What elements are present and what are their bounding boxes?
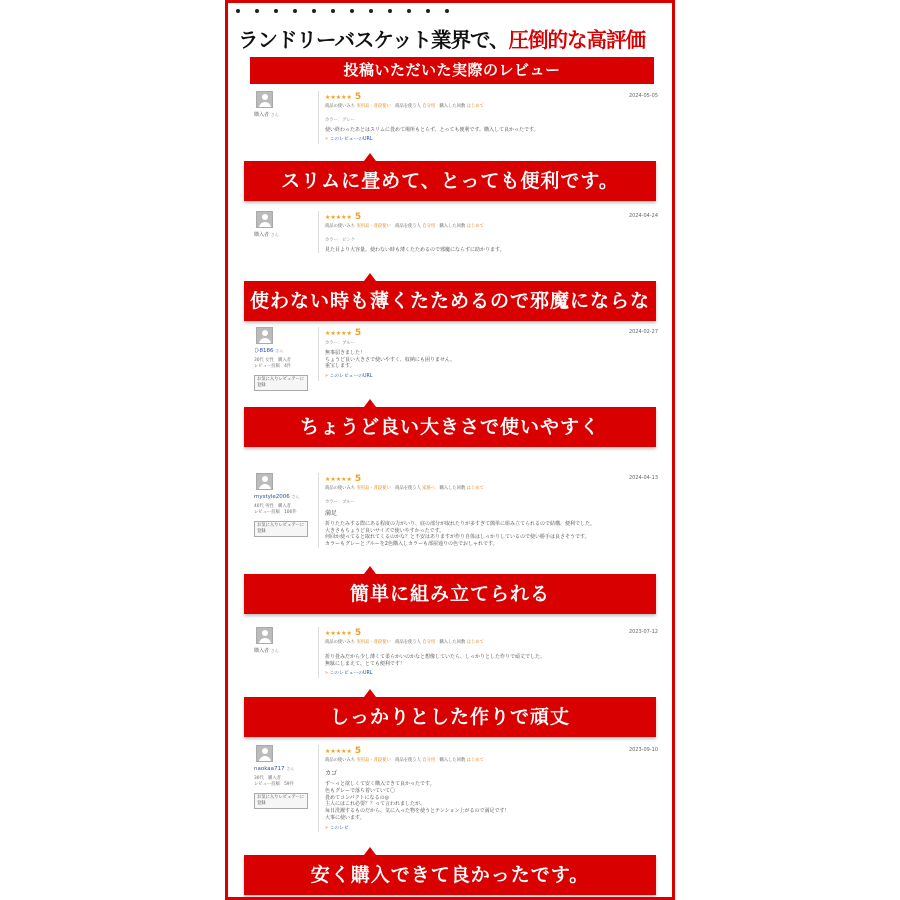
- favorite-reviewer-button[interactable]: お気に入りレビュアーに登録: [254, 375, 308, 391]
- headline-main: ランドリーバスケット業界で、: [238, 28, 509, 52]
- review-url-link[interactable]: » このレビューのURL: [325, 671, 658, 677]
- reviewer-name: 購入者 さん: [254, 112, 279, 118]
- avatar-icon: [256, 627, 273, 644]
- review-text: ず～っと欲しくて安く購入できて良かったです。 色もグレーで落ち着いていて〇 畳めてコンパクトになるの◎ 主人にはこれ必要？？って言われましたが、 毎日洗濯するものだから、気に入った物を使うとテンション上がるので満足です！ 大事に使います。: [325, 781, 510, 821]
- decorative-dots: [236, 9, 449, 13]
- review-text: 見た目より大容量。使わない時も薄くたためるので邪魔にならずに助かります。: [325, 246, 505, 253]
- review-title: 満足: [325, 509, 338, 517]
- review-tags: 商品の使いみち 実用品・普段使い 商品を使う人 自分用 購入した回数 はじめて: [325, 640, 484, 646]
- color-option: カラー：ピンク: [325, 237, 355, 243]
- review-tags: 商品の使いみち 実用品・普段使い 商品を使う人 家族へ 購入した回数 はじめて: [325, 486, 484, 492]
- section-subtitle: 投稿いただいた実際のレビュー: [250, 57, 654, 84]
- review-tags: 商品の使いみち 実用品・普段使い 商品を使う人 自分用 購入した回数 はじめて: [325, 104, 484, 110]
- avatar-icon: [256, 327, 273, 344]
- review-date: 2024-02-27: [628, 329, 658, 335]
- reviewer-name: 購入者 さん: [254, 232, 279, 238]
- reviewer-name[interactable]: mystyle2006 さん: [254, 494, 300, 500]
- avatar-icon: [256, 211, 273, 228]
- review-date: 2024-04-24: [628, 213, 658, 219]
- avatar-icon: [256, 91, 273, 108]
- review-card: [248, 91, 658, 153]
- color-option: カラー：グレー: [325, 117, 356, 123]
- review-card: [248, 327, 658, 403]
- reviewer-name: 購入者 さん: [254, 648, 279, 654]
- review-tags: 商品の使いみち 実用品・普段使い 商品を使う人 自分用 購入した回数 はじめて: [325, 224, 484, 230]
- star-rating: ★★★★★ 5: [325, 746, 362, 756]
- review-text: 無事届きました！ ちょうど良い大きさで使いやすく、収納にも困りません。 重宝します。: [325, 349, 456, 370]
- review-date: 2024-04-13: [628, 475, 658, 481]
- review-url-link[interactable]: » このレビューのURL: [325, 374, 658, 380]
- review-date: 2024-05-05: [628, 93, 658, 99]
- review-date: 2023-09-10: [628, 747, 658, 753]
- star-rating: ★★★★★ 5: [325, 628, 362, 638]
- page-headline: [238, 23, 668, 53]
- color-option: カラー：ブルー: [325, 499, 355, 505]
- highlight-banner: 安く購入できて良かったです。: [244, 855, 656, 895]
- review-tags: 商品の使いみち 実用品・普段使い 商品を使う人 自分用 購入した回数 はじめて: [325, 758, 484, 764]
- review-card: [248, 745, 658, 853]
- reviewer-meta: 40代 男性 購入者 レビュー投稿 106件: [254, 504, 297, 516]
- star-rating: ★★★★★ 5: [325, 474, 362, 484]
- star-rating: ★★★★★ 5: [325, 328, 362, 338]
- reviewer-meta: 30代 女性 購入者 レビュー投稿 4件: [254, 358, 292, 370]
- avatar-icon: [256, 473, 273, 490]
- review-date: 2023-07-12: [628, 629, 658, 635]
- star-rating: ★★★★★ 5: [325, 212, 362, 222]
- review-text: 使い終わったあとはスリムに畳めて場所もとらず、とっても便利です。購入して良かったです。: [325, 126, 539, 133]
- review-collage-frame: [225, 0, 675, 900]
- avatar-icon: [256, 745, 273, 762]
- review-text: 折り畳みだから少し薄くて柔らかいのかなと想像していたら、しっかりとした作りで頑丈でした。 無駄にしまえて、とても便利です！: [325, 653, 546, 667]
- review-card: [248, 211, 658, 271]
- reviewer-name[interactable]: naokaa717 さん: [254, 766, 295, 772]
- highlight-banner: 簡単に組み立てられる: [244, 574, 656, 614]
- highlight-banner: しっかりとした作りで頑丈: [244, 697, 656, 737]
- review-url-link[interactable]: » このレビューのURL: [325, 137, 658, 143]
- reviewer-meta: 30代 購入者 レビュー投稿 59件: [254, 776, 294, 788]
- color-option: カラー：ブルー: [325, 341, 355, 347]
- review-card: [248, 627, 658, 691]
- star-rating: ★★★★★ 5: [325, 92, 362, 102]
- review-title: カゴ: [325, 769, 338, 777]
- review-url-link[interactable]: » このレビ: [325, 826, 658, 832]
- favorite-reviewer-button[interactable]: お気に入りレビュアーに登録: [254, 521, 308, 537]
- favorite-reviewer-button[interactable]: お気に入りレビュアーに登録: [254, 793, 308, 809]
- review-card: [248, 473, 658, 569]
- reviewer-name[interactable]: ひ8186 さん: [254, 348, 284, 354]
- review-text: 折りたたみする際にある程度の力がいり、底の部分が取れたりが多すぎて簡単に組み立てられるので結構、便利でした。 大きさもちょうど良いサイズで使いやすかったです。 何回か使ってると取れてくるのかな？と不安はありますが作り自体はしっかりしているので使い勝手は良さそうです。 カラーもグレーとブルーを2色購入しカラーも部屋通りの色でおしゃれです。: [325, 520, 596, 548]
- highlight-banner: スリムに畳めて、とっても便利です。: [244, 161, 656, 201]
- highlight-banner: 使わない時も薄くたためるので邪魔にならな: [244, 281, 656, 321]
- headline-accent: 圧倒的な高評価: [508, 28, 646, 52]
- highlight-banner: ちょうど良い大きさで使いやすく: [244, 407, 656, 447]
